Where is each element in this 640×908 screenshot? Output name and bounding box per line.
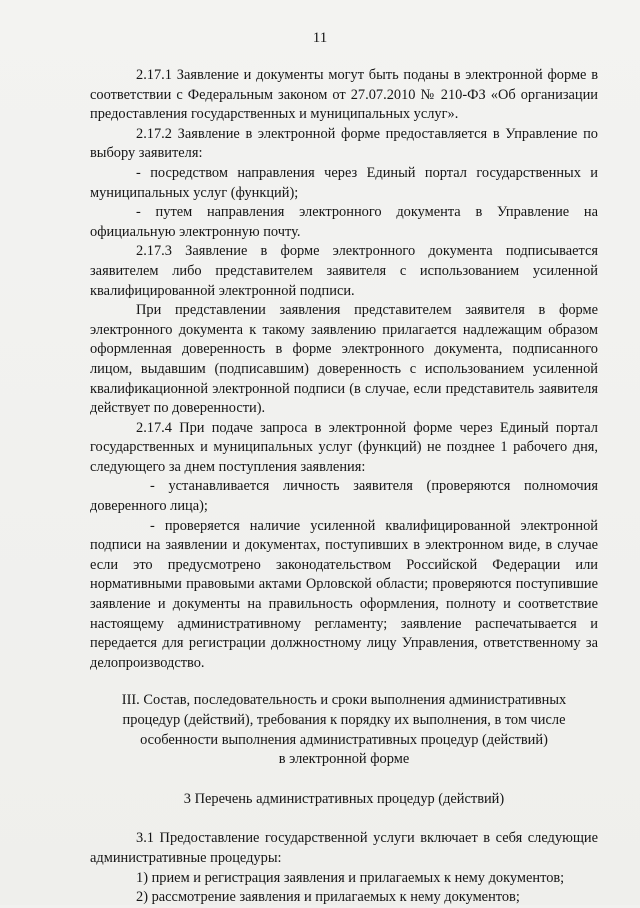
section-heading-line-1: III. Состав, последовательность и сроки выполнения административных bbox=[121, 692, 567, 709]
paragraph-2-17-4: 2.17.4 При подаче запроса в электронной форме через Единый портал государственных и муниципальных услуг (функций) не позднее 1 рабочего дня, следующего за днем поступления заявления: bbox=[90, 419, 598, 475]
paragraph-2-17-2: 2.17.2 Заявление в электронной форме предоставляется в Управление по выбору заявителя: bbox=[90, 125, 598, 162]
paragraph-signature-check: - проверяется наличие усиленной квалифицированной электронной подписи на заявлении и документах, поступивших в электронном виде, в случае если это предусмотрено законодательством Российской Федерации или нормативными правовыми актами Орловской области; проверяются поступившие заявление и документы на правильность оформления, полноту и соответствие настоящему административному регламенту; заявление распечатывается и передается для регистрации должностному лицу Управления, ответственному за делопроизводство. bbox=[90, 517, 598, 671]
spacer bbox=[90, 809, 598, 829]
paragraph-identity-check: - устанавливается личность заявителя (проверяются полномочия доверенного лица); bbox=[90, 478, 598, 515]
subsection-heading: 3 Перечень административных процедур (действий) bbox=[183, 790, 505, 807]
paragraph-portal-option: - посредством направления через Единый портал государственных и муниципальных услуг (функций); bbox=[90, 164, 598, 201]
list-item: 2) рассмотрение заявления и прилагаемых к нему документов; bbox=[136, 889, 520, 906]
paragraph-email-option: - путем направления электронного документа в Управление на официальную электронную почту. bbox=[90, 204, 598, 240]
list-item: 1) прием и регистрация заявления и прилагаемых к нему документов; bbox=[136, 869, 565, 886]
spacer bbox=[90, 673, 598, 691]
document-body bbox=[90, 66, 598, 908]
spacer bbox=[90, 770, 598, 790]
paragraph-2-17-1: 2.17.1 Заявление и документы могут быть поданы в электронной форме в соответствии с Федеральным законом от 27.07.2010 № 210-ФЗ «Об организации предоставления государственных и муниципальных услуг». bbox=[90, 67, 598, 123]
paragraph-2-17-3: 2.17.3 Заявление в форме электронного документа подписывается заявителем либо представителем заявителя с использованием усиленной квалифицированной электронной подписи. bbox=[90, 243, 598, 299]
paragraph-3-1: 3.1 Предоставление государственной услуги включает в себя следующие административные процедуры: bbox=[90, 830, 598, 866]
section-heading-line-3: особенности выполнения административных процедур (действий) bbox=[140, 731, 548, 748]
page-number: 11 bbox=[312, 30, 328, 46]
paragraph-representative: При представлении заявления представителем заявителя в форме электронного документа к такому заявлению прилагается надлежащим образом оформленная доверенность в форме электронного документа, подписанного лицом, выдавшим (подписавшим) доверенность с использованием усиленной квалификационной электронной подписи (в случае, если представитель заявителя действует по доверенности). bbox=[90, 302, 598, 417]
section-heading-line-4: в электронной форме bbox=[278, 751, 410, 768]
section-heading-line-2: процедур (действий), требования к порядку их выполнения, в том числе bbox=[122, 712, 566, 728]
